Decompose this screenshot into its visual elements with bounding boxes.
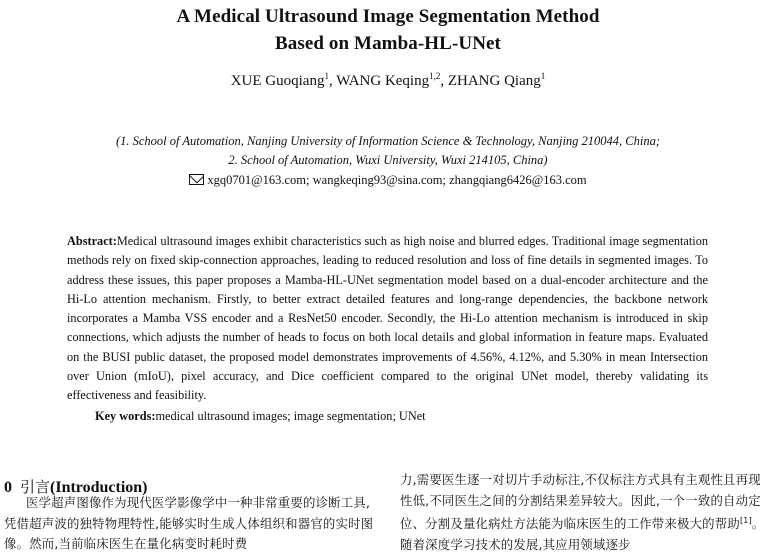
author-name: XUE Guoqiang — [230, 73, 325, 89]
email-line — [0, 173, 776, 188]
envelope-icon — [189, 174, 204, 185]
section-number: 0 — [4, 479, 12, 496]
affiliation-1: (1. School of Automation, Nanjing University of Information Science & Technology, Nanjing 210044, China; — [115, 134, 661, 148]
paper-title-line2: Based on Mamba-HL-UNet — [275, 33, 501, 54]
paper-title-line1: A Medical Ultrasound Image Segmentation Method — [176, 6, 600, 27]
author-affil-mark: 1 — [324, 71, 329, 81]
body-text-right-b: 。随着深度学习技术的发展,其应用领域逐步 — [400, 516, 765, 552]
body-text-left-column: 医学超声图像作为现代医学影像学中一种非常重要的诊断工具,凭借超声波的独特物理特性,能够实时生成人体组织和器官的实时图像。然而,当前临床医生在量化病变时耗时费 — [4, 495, 374, 551]
keywords-label: Key words: — [95, 409, 156, 423]
abstract — [67, 232, 708, 406]
keywords-text: medical ultrasound images; image segmentation; UNet — [155, 409, 426, 423]
keywords — [95, 409, 695, 424]
section-title-en: (Introduction) — [50, 479, 148, 496]
body-text-right-a: 力,需要医生逐一对切片手动标注,不仅标注方式具有主观性且再现性低,不同医生之间的分割结果差异较大。因此,一个一致的自动定位、分割及量化病灶方法能为临床医生的工作带来极大的帮助 — [400, 472, 761, 532]
abstract-label: Abstract: — [67, 234, 117, 248]
affiliation-2: 2. School of Automation, Wuxi University, Wuxi 214105, China) — [228, 153, 548, 167]
abstract-text: Medical ultrasound images exhibit characteristics such as high noise and blurred edges. Traditional image segmentation methods rely on fixed skip-connection approaches, leading to reduced resolution and loss of fine details in segmented images. To address these issues, this paper proposes a Mamba-HL-UNet segmentation model based on a dual-encoder architecture and the Hi-Lo attention mechanism. Firstly, to better extract detailed features and long-range dependencies, the backbone network incorporates a Mamba VSS encoder and a ResNet50 encoder. Secondly, the Hi-Lo attention mechanism is introduced in skip connections, which adjusts the number of heads to focus on both local details and global information in feature maps. Evaluated on the BUSI public dataset, the proposed model demonstrates improvements of 4.56%, 4.12%, and 5.30% in mean Intersection over Union (mIoU), pixel accuracy, and Dice coefficient compared to the original UNet model, thereby validating its effectiveness and feasibility. — [67, 234, 708, 403]
author-name: WANG Keqing — [336, 73, 430, 89]
author-affil-mark: 1 — [540, 71, 546, 81]
author-affil-mark: 1,2 — [429, 71, 441, 81]
citation-ref[interactable]: [1] — [739, 516, 752, 525]
section-title-cn: 引言 — [20, 478, 51, 496]
email-addresses: xgq0701@163.com; wangkeqing93@sina.com; zhangqiang6426@163.com — [207, 173, 587, 187]
body-text-right-column — [400, 470, 772, 556]
author-name: ZHANG Qiang — [447, 73, 541, 89]
author-list: XUE Guoqiang$^1$, WANG Keqing$^{1,2}$, ZHANG Qiang$^1$ — [230, 71, 546, 89]
